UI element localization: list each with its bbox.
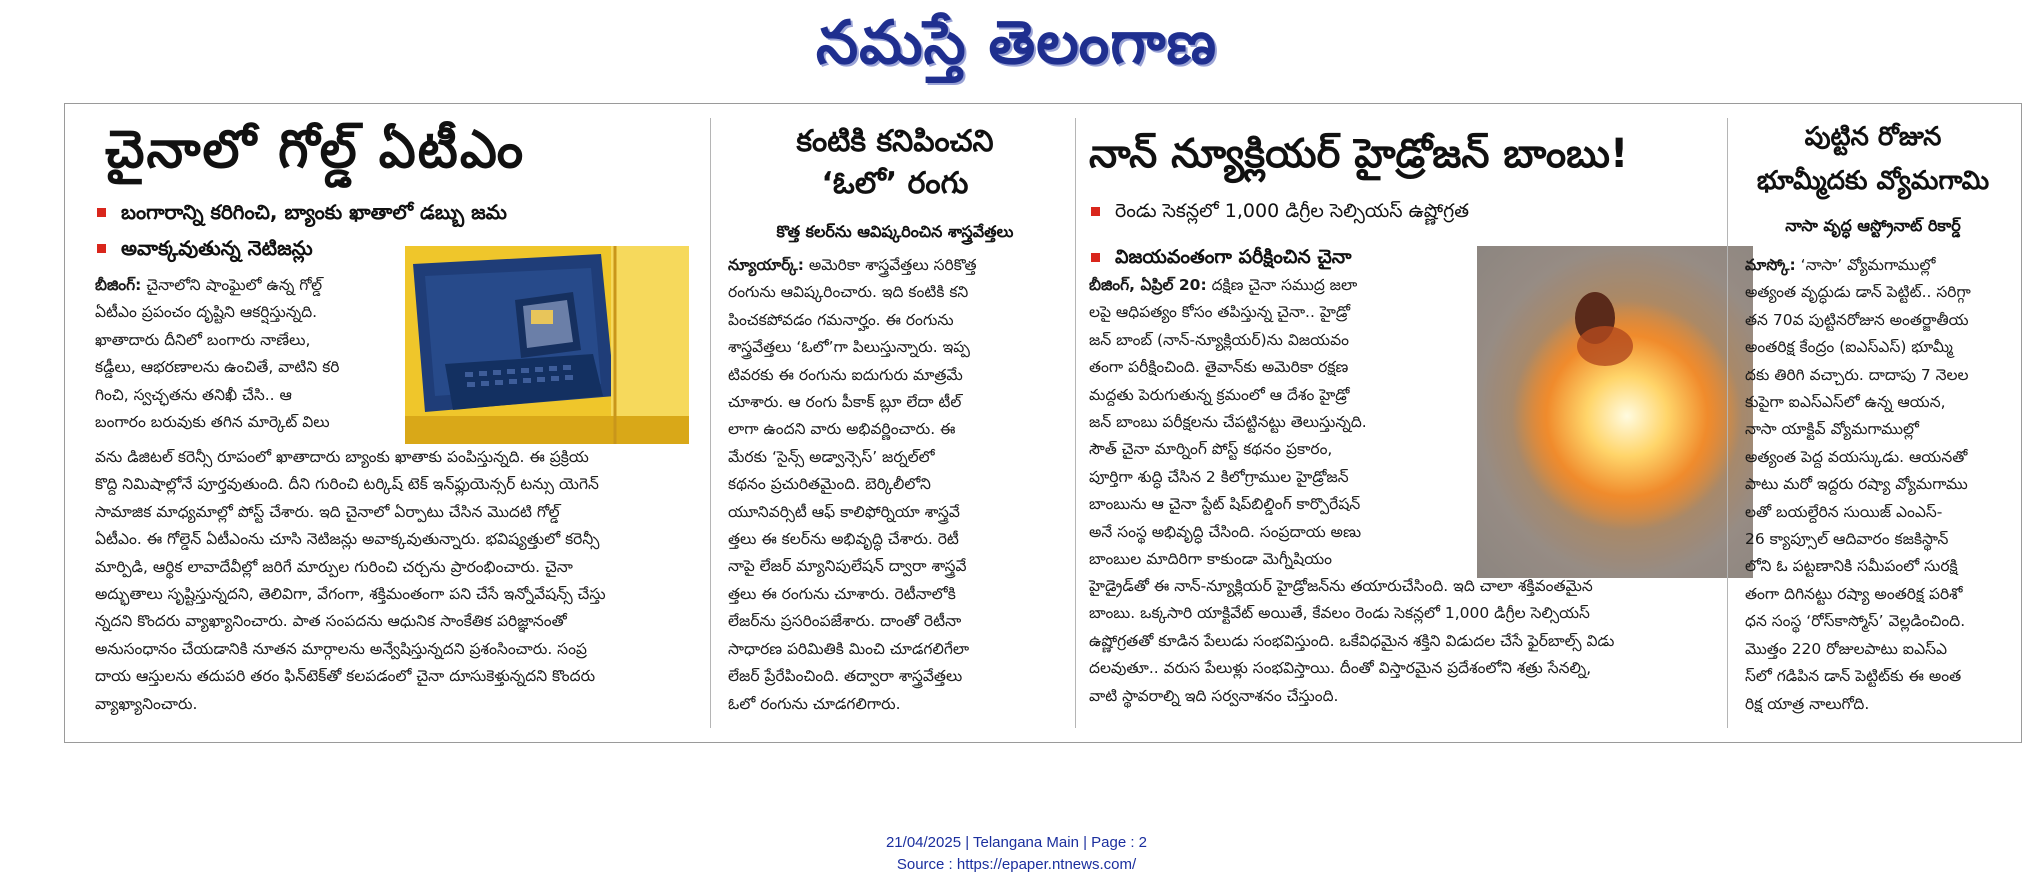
column-divider [710,118,711,728]
story3-bullet-1: రెండు సెకన్లలో 1,000 డిగ్రీల సెల్సియస్ ఉష్ణోగ్రత [1089,200,1469,223]
story2-line: త్తలు ఈ కలర్‌ను అభివృద్ధి చేశారు. రెటీ [728,530,959,549]
story2-line: చూశారు. ఆ రంగు పీకాక్ బ్లూ లేదా టీల్ [728,393,962,412]
story3-line: హైడ్రైడ్‌తో ఈ నాన్-న్యూక్లియర్ హైడ్రోజన్‌ను తయారుచేసింది. ఇది చాలా శక్తివంతమైన [1089,577,1593,595]
story2-line: అమెరికా శాస్త్రవేత్తలు సరికొత్త [808,256,977,274]
story1-line: న్నదని కొందరు వ్యాఖ్యానించారు. పాత సంపదను ఆధునిక సాంకేతిక పరిజ్ఞానంతో [95,612,567,631]
story2-line: కథనం ప్రచురితమైంది. బెర్కిలీలోని [728,475,931,494]
story3-line: బాంబు. ఒక్కసారి యాక్టివేట్ అయితే, కేవలం రెండు సెకన్లలో 1,000 డిగ్రీల సెల్సియస్ [1089,604,1590,623]
story-olo-color [720,104,1070,742]
explosion-illustration [1477,246,1753,578]
story-hydrogen-bomb [1083,104,1723,742]
story3-bullet-2: విజయవంతంగా పరీక్షించిన చైనా [1089,246,1352,269]
story1-line: అనుసంధానం చేయడానికి నూతన మార్గాలను అన్వేషిస్తున్నదని ప్రశంసించారు. సంప్ర [95,639,587,658]
story3-line: సౌత్ చైనా మార్నింగ్ పోస్ట్ కథనం ప్రకారం, [1089,440,1333,459]
story3-line: దక్షిణ చైనా సముద్ర జలా [1211,276,1358,294]
story4-line: 26 క్యాప్సూల్ ఆదివారం కజకిస్థాన్ [1745,530,1949,549]
story4-headline-line1: పుట్టిన రోజున [1804,122,1942,152]
story2-line: పించకపోవడం గమనార్హం. ఈ రంగును [728,310,954,329]
story1-bullet-1: బంగారాన్ని కరిగించి, బ్యాంకు ఖాతాలో డబ్బు జమ [95,200,507,224]
masthead-logo: నమస్తే తెలంగాణ [815,8,1218,78]
story4-line: దకు తిరిగి వచ్చారు. దాదాపు 7 నెలల [1745,365,1969,384]
story1-dateline: బీజింగ్: [95,276,142,294]
story4-line: నాసా యాక్టివ్ వ్యోమగాముల్లో [1745,420,1919,439]
hydrogen-bomb-explosion-photo [1477,246,1753,578]
story3-line: దలవుతూ.. వరుస పేలుళ్లు సంభవిస్తాయి. దీంతో విస్తారమైన ప్రదేశంలోని శత్రు సేనల్ని, [1089,659,1592,678]
story3-line: తంగా పరీక్షించింది. తైవాన్‌కు అమెరికా రక్షణ [1089,358,1349,377]
story-gold-atm [65,104,705,742]
story1-line: చైనాలోని షాంఘైలో ఉన్న గోల్డ్ [146,276,323,294]
story4-subhead: నాసా వృద్ధ ఆస్ట్రోనాట్ రికార్డ్ [1785,216,1961,235]
page-frame [64,103,2022,743]
story2-line: మేరకు ‘సైన్స్ అడ్వాన్సెస్’ జర్నల్‌లో [728,447,935,466]
story1-line: ఏటీఎం ప్రపంచం దృష్టిని ఆకర్షిస్తున్నది. [95,303,318,322]
story4-dateline: మాస్కో: [1745,256,1796,274]
story1-text-bottom [95,444,689,718]
story4-headline-line2: భూమ్మీదకు వ్యోమగామి [1756,166,1990,196]
story1-line: గించి, స్వచ్ఛతను తనిఖీ చేసి.. ఆ [95,385,292,404]
story2-line: యూనివర్సిటీ ఆఫ్ కాలిఫోర్నియా శాస్త్రవే [728,502,960,521]
story1-headline: చైనాలో గోల్డ్ ఏటీఎం [105,120,526,180]
story4-line: తంగా దిగినట్టు రష్యా అంతరిక్ష పరిశో [1745,584,1963,603]
atm-illustration [405,246,689,444]
story4-line: అత్యంత పెద్ద వయస్కుడు. ఆయనతో [1745,447,1968,466]
story2-line: లేజర్‌ను ప్రసరింపజేశారు. దాంతో రెటీనా [728,612,962,631]
story2-line: లాగా ఉందని వారు అభివర్ణించారు. ఈ [728,420,956,439]
story2-subhead: కొత్త కలర్‌ను ఆవిష్కరించిన శాస్త్రవేత్తలు [776,222,1014,241]
story2-line: రంగును ఆవిష్కరించారు. ఇది కంటికి కని [728,283,969,302]
story1-line: వను డిజిటల్ కరెన్సీ రూపంలో ఖాతాదారు బ్యాంకు ఖాతాకు పంపిస్తున్నది. ఈ ప్రక్రియ [95,448,589,466]
story2-line: సాధారణ పరిమితికి మించి చూడగలిగేలా [728,639,970,658]
story1-line: అద్భుతాలు సృష్టిస్తున్నదని, తెలివిగా, వేగంగా, శక్తిమంతంగా పని చేసే ఇన్నోవేషన్స్ చేస్తు [95,585,606,604]
story4-line: స్‌లో గడిపిన డాన్ పెట్టిట్‌కు ఈ అంత [1745,667,1962,686]
story2-line: త్తలు ఈ రంగును చూశారు. రెటీనాలోకి [728,584,956,603]
story3-line: బాంబుల మాదిరిగా కాకుండా మెగ్నీషియం [1089,550,1333,569]
footer-date-line: 21/04/2025 | Telangana Main | Page : 2 [885,834,1148,851]
story4-text [1745,252,2007,718]
story4-line: పాటు మరో ఇద్దరు రష్యా వ్యోమగాము [1745,475,1968,494]
story4-line: లోని ఓ పట్టణానికి సమీపంలో సురక్షి [1745,557,1958,576]
story1-line: సామాజిక మాధ్యమాల్లో పోస్ట్ చేశారు. ఇది చైనాలో ఏర్పాటు చేసిన మొదటి గోల్డ్ [95,502,560,521]
story4-line: లతో బయల్దేరిన సుయిజ్ ఎంఎస్- [1745,502,1943,521]
story1-line: కడ్డీలు, ఆభరణాలను ఉంచితే, వాటిని కరి [95,358,340,377]
story2-line: లేజర్ ప్రేరేపించింది. తద్వారా శాస్త్రవేత్తలు [728,667,963,686]
story1-text-top [95,272,395,436]
story2-text [728,252,1062,718]
story4-line: తన 70వ పుట్టినరోజున అంతర్జాతీయ [1745,310,1969,329]
story3-text-top [1089,272,1469,573]
column-divider [1075,118,1076,728]
story3-dateline: బీజింగ్, ఏప్రిల్ 20: [1089,276,1207,294]
story3-line: జన్ బాంబు పరీక్షలను చేపట్టినట్టు తెలుస్తున్నది. [1089,413,1367,432]
story3-line: పూర్తిగా శుద్ధి చేసిన 2 కిలోగ్రాముల హైడ్రోజన్ [1089,467,1349,486]
story3-text-bottom [1089,573,1749,710]
story2-line: నాపై లేజర్ మ్యానిపులేషన్ ద్వారా శాస్త్రవే [728,557,967,576]
story3-headline: నాన్ న్యూక్లియర్ హైడ్రోజన్ బాంబు! [1089,131,1629,177]
story2-line: టివరకు ఈ రంగును ఐదుగురు మాత్రమే [728,365,963,384]
story1-line: ఖాతాదారు దీనిలో బంగారు నాణేలు, [95,330,311,349]
story4-line: ‘నాసా’ వ్యోమగాముల్లో [1800,256,1936,274]
story3-line: లపై ఆధిపత్యం కోసం తపిస్తున్న చైనా.. హైడ్రో [1089,303,1351,322]
story-astronaut [1737,104,2017,742]
story2-line: ఓలో రంగును చూడగలిగారు. [728,694,901,713]
story2-headline-line1: కంటికి కనిపించని [796,124,994,159]
column-divider [1727,118,1728,728]
story3-line: ఉష్ణోగ్రతతో కూడిన పేలుడు సంభవిస్తుంది. ఒకేవిధమైన శక్తిని విడుదల చేసే ఫైర్‌బాల్స్ విడు [1089,631,1615,650]
story4-line: అత్యంత వృద్ధుడు డాన్ పెట్టిట్.. సరిగ్గా [1745,283,1971,302]
story2-dateline: న్యూయార్క్: [728,256,804,274]
story2-line: శాస్త్రవేత్తలు ‘ఓలో’గా పిలుస్తున్నారు. ఇప్ప [728,338,970,357]
story1-bullet-2: అవాక్కవుతున్న నెటిజన్లు [95,236,313,260]
story4-line: కుపైగా ఐఎస్ఎస్‌లో ఉన్న ఆయన, [1745,393,1946,412]
story3-line: జన్ బాంబ్ (నాన్-న్యూక్లియర్)ను విజయవం [1089,330,1349,349]
story1-line: బంగారం బరువుకు తగిన మార్కెట్ విలు [95,413,330,432]
story3-line: బాంబును ఆ చైనా స్టేట్ షిప్‌బిల్డింగ్ కార్పొరేషన్ [1089,495,1361,514]
story1-line: మార్పిడి, ఆర్థిక లావాదేవీల్లో జరిగే మార్పుల గురించి చర్చను ప్రారంభించారు. చైనా [95,557,573,576]
gold-atm-photo [405,246,689,444]
story2-headline-line2: ‘ఓలో’ రంగు [821,166,969,201]
story4-line: రిక్ష యాత్ర నాలుగోది. [1745,694,1870,713]
story4-line: అంతరిక్ష కేంద్రం (ఐఎస్ఎస్) భూమ్మీ [1745,338,1953,357]
story4-line: మొత్తం 220 రోజులపాటు ఐఎస్ఎ [1745,639,1947,658]
story3-line: అనే సంస్థ అభివృద్ధి చేసింది. సంప్రదాయ అణు [1089,522,1362,541]
story1-line: కొద్ది నిమిషాల్లోనే పూర్తవుతుంది. దీని గురించి టర్కిష్ టెక్ ఇన్‌ఫ్లుయెన్సర్ టన్సు యెగెన్ [95,475,599,494]
story1-line: దాయ ఆస్తులను తదుపరి తరం ఫిన్‌టెక్‌తో కలపడంలో చైనా దూసుకెళ్తున్నదని కొందరు [95,667,596,686]
story3-line: వాటి స్థావరాల్ని ఇది సర్వనాశనం చేస్తుంది. [1089,686,1339,705]
story3-line: మద్దతు పెరుగుతున్న క్రమంలో ఆ దేశం హైడ్రో [1089,385,1350,404]
story1-line: వ్యాఖ్యానించారు. [95,694,198,713]
story1-line: ఏటీఎం. ఈ గోల్డెన్ ఏటీఎంను చూసి నెటిజన్లు అవాక్కవుతున్నారు. భవిష్యత్తులో కరెన్సీ [95,530,600,549]
story4-line: ధన సంస్థ ‘రోస్‌కాస్మోస్’ వెల్లడించింది. [1745,612,1966,631]
footer-source-line: Source : https://epaper.ntnews.com/ [896,856,1137,873]
